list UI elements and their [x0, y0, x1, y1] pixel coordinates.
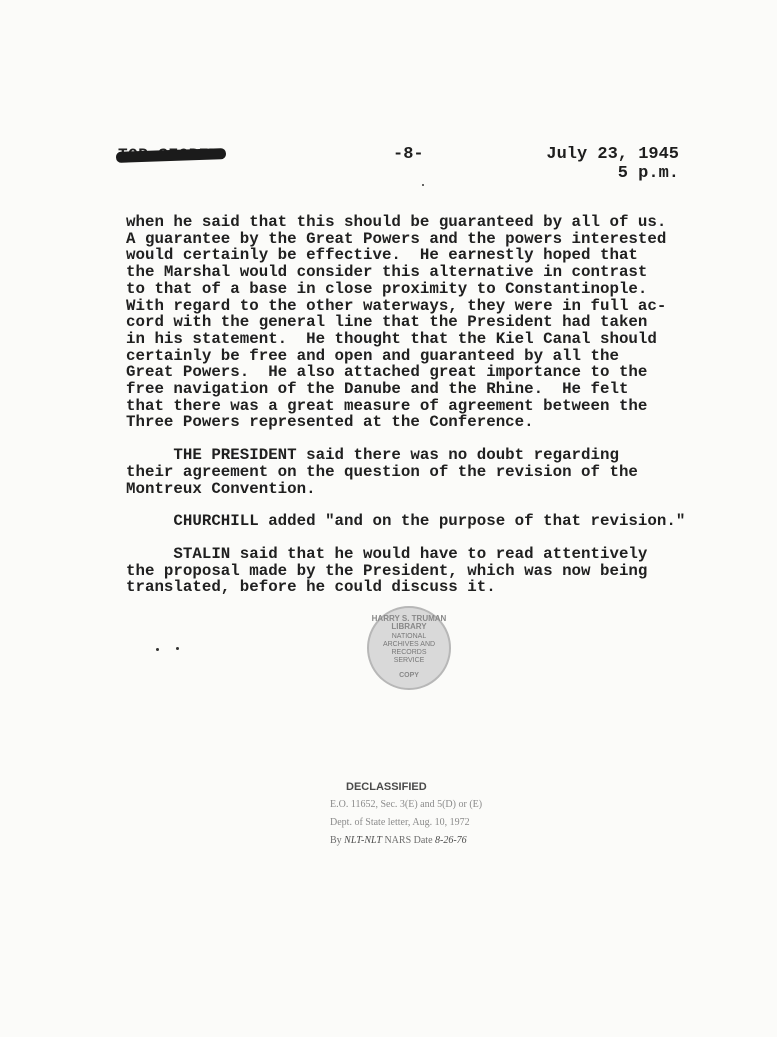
text-line: that there was a great measure of agreement between the: [126, 396, 648, 415]
text-line: certainly be free and open and guaranteed by all the: [126, 346, 619, 365]
archives-seal: [367, 606, 451, 690]
text-line: the proposal made by the President, which was now being: [126, 561, 648, 580]
stamp-initials: NLT-NLT: [344, 835, 382, 846]
text-line: when he said that this should be guaranteed by all of us.: [126, 213, 667, 231]
seal-ring-top: HARRY S. TRUMAN LIBRARY: [371, 614, 447, 631]
dateline: [546, 145, 679, 183]
text-line: to that of a base in close proximity to Constantinople.: [126, 279, 648, 298]
stamp-heading: DECLASSIFIED: [346, 781, 427, 793]
speck: [156, 648, 159, 651]
date: July 23, 1945: [546, 145, 679, 164]
classification-marking: [118, 146, 219, 164]
time: 5 p.m.: [617, 164, 679, 183]
text-line: would certainly be effective. He earnestly hoped that: [126, 246, 638, 265]
text-line: cord with the general line that the President had taken: [126, 313, 648, 332]
paragraph-2: [126, 447, 686, 497]
seal-line: ARCHIVES AND: [382, 641, 436, 648]
text-line: THE PRESIDENT said there was no doubt regarding: [126, 446, 619, 465]
stamp-nars-label: NARS Date: [384, 835, 433, 846]
seal-center: [383, 633, 435, 665]
text-line: With regard to the other waterways, they were in full ac-: [126, 296, 667, 315]
speck: [176, 647, 179, 650]
text-line: in his statement. He thought that the Kiel Canal should: [126, 329, 657, 348]
text-line: A guarantee by the Great Powers and the powers interested: [126, 229, 667, 248]
seal-line: NATIONAL: [391, 633, 427, 640]
paragraph-4: [126, 546, 686, 596]
seal-line: RECORDS: [391, 649, 427, 656]
text-line: Montreux Convention.: [126, 479, 316, 498]
stamp-line-1: E.O. 11652, Sec. 3(E) and 5(D) or (E): [330, 799, 483, 810]
declassification-stamp: [330, 778, 540, 850]
stamp-line-3: [330, 832, 540, 850]
text-line: Great Powers. He also attached great importance to the: [126, 363, 648, 382]
stamp-by-label: By: [330, 835, 342, 846]
stamp-date: 8-26-76: [435, 835, 467, 846]
seal-ring-bottom: COPY: [399, 672, 419, 679]
text-line: STALIN said that he would have to read attentively: [126, 544, 648, 563]
paragraph-3: [126, 513, 686, 530]
text-line: CHURCHILL added "and on the purpose of that revision.": [126, 512, 686, 531]
paragraph-1: [126, 214, 686, 431]
speck: [422, 184, 424, 186]
page-number: -8-: [393, 145, 424, 164]
text-line: the Marshal would consider this alternative in contrast: [126, 263, 648, 282]
text-line: their agreement on the question of the revision of the: [126, 462, 638, 481]
seal-line: SERVICE: [393, 657, 425, 664]
text-line: free navigation of the Danube and the Rhine. He felt: [126, 380, 629, 399]
text-line: translated, before he could discuss it.: [126, 578, 496, 597]
text-line: Three Powers represented at the Conference.: [126, 413, 534, 432]
stamp-line-2: Dept. of State letter, Aug. 10, 1972: [330, 817, 470, 828]
body-text: [126, 214, 686, 596]
